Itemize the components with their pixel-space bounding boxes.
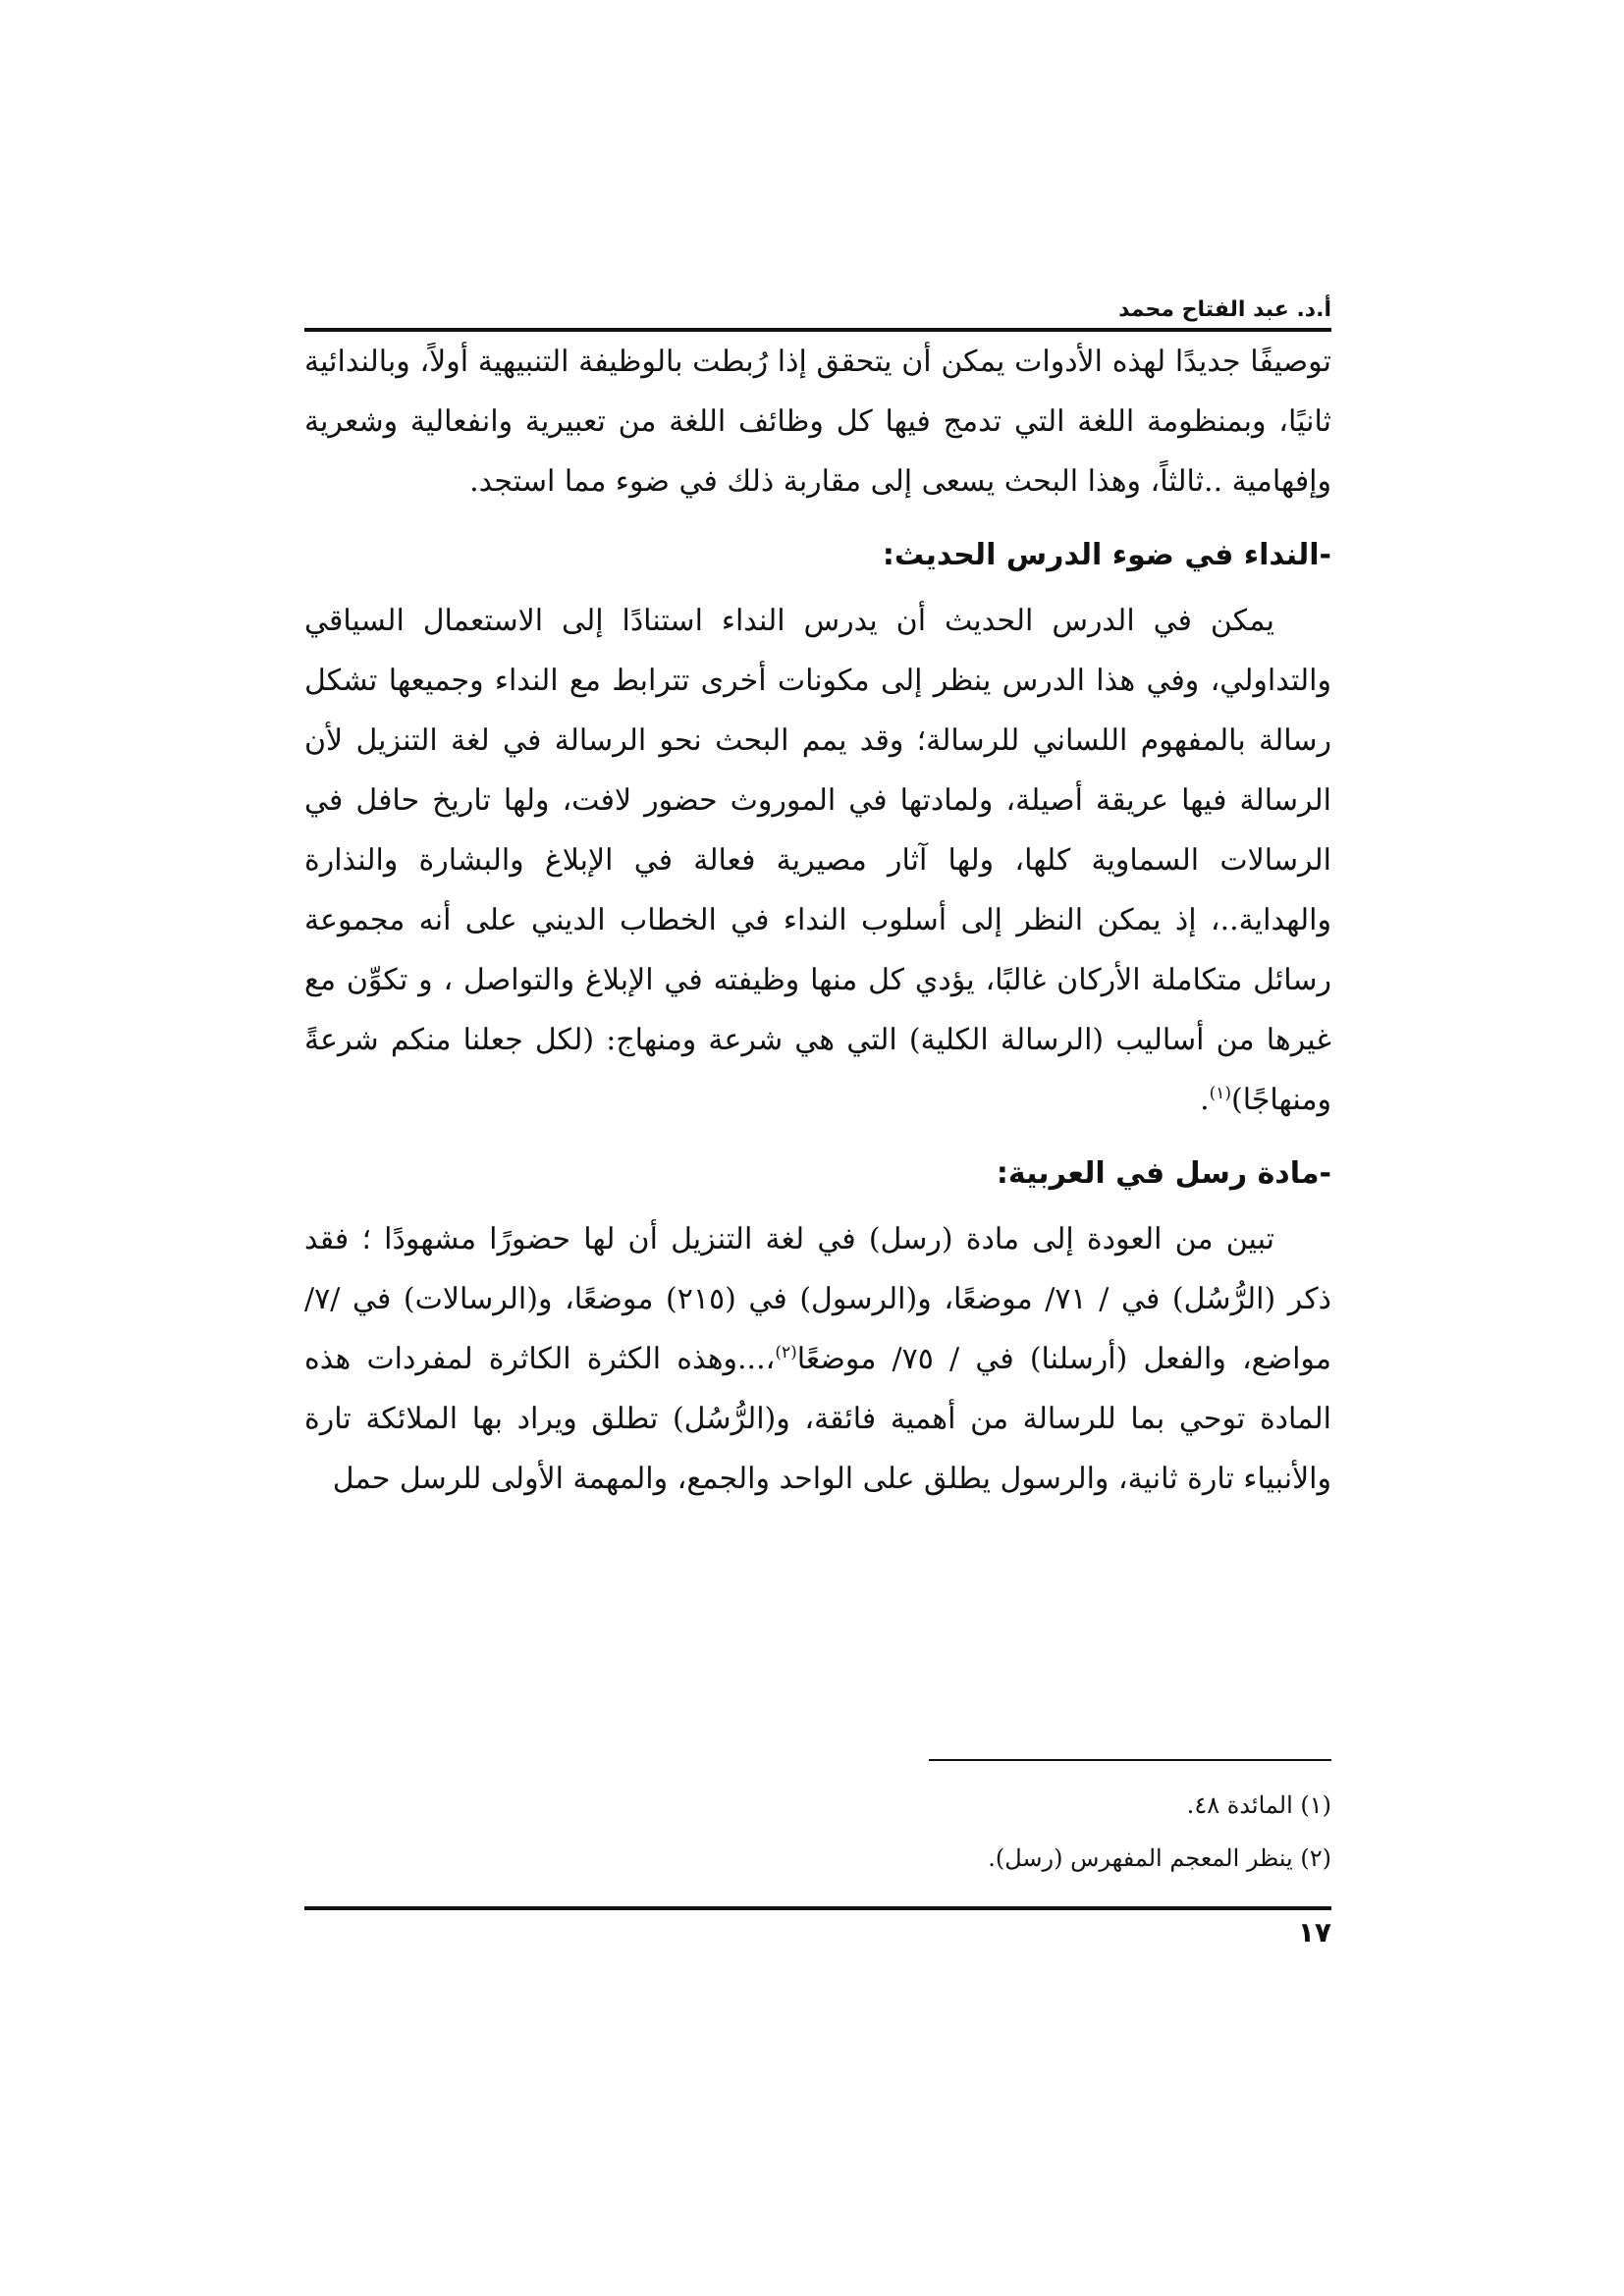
page-footer	[304, 1904, 1331, 1949]
section-heading-nida: -النداء في ضوء الدرس الحديث:	[882, 538, 1331, 572]
paragraph-2-end: .	[1200, 1083, 1210, 1117]
paragraph-3	[304, 1209, 1331, 1509]
footnote-ref-1: (١)	[1209, 1084, 1232, 1103]
paragraph-1: توصيفًا جديدًا لهذه الأدوات يمكن أن يتحقق إذا رُبطت بالوظيفة التنبيهية أولاً، وبالندائية ثانيًا، وبمنظومة اللغة التي تدمج فيها كل وظائف اللغة من تعبيرية وانفعالية وشعرية وإفهامية ..ثالثاً، وهذا البحث يسعى إلى مقاربة ذلك في ضوء مما استجد.	[304, 345, 1331, 499]
page-number: ١٧	[1297, 1916, 1331, 1949]
paragraph-2-text: يمكن في الدرس الحديث أن يدرس النداء استنادًا إلى الاستعمال السياقي والتداولي، وفي هذا الدرس ينظر إلى مكونات أخرى تترابط مع النداء وجميعها تشكل رسالة بالمفهوم اللساني للرسالة؛ وقد يمم البحث نحو الرسالة في لغة التنزيل لأن الرسالة فيها عريقة أصيلة، ولمادتها في الموروث حضور لافت، ولها تاريخ حافل في الرسالات السماوية كلها، ولها آثار مصيرية فعالة في الإبلاغ والبشارة والنذارة والهداية..، إذ يمكن النظر إلى أسلوب النداء في الخطاب الديني على أنه مجموعة رسائل متكاملة الأركان غالبًا، يؤدي كل منها وظيفته في الإبلاغ والتواصل ، و تكوِّن مع غيرها من أساليب (الرسالة الكلية) التي هي شرعة ومنهاج: (لكل جعلنا منكم شرعةً ومنهاجًا)	[304, 604, 1331, 1117]
section-heading-rasala: -مادة رسل في العربية:	[996, 1156, 1331, 1191]
footnote-separator	[929, 1759, 1331, 1761]
running-header-author: أ.د. عبد الفتاح محمد	[1118, 297, 1331, 322]
footnote-ref-2: (٢)	[775, 1343, 797, 1362]
main-text	[304, 332, 1331, 1509]
page-body	[304, 294, 1331, 1509]
paragraph-3-text-a: تبين من العودة إلى مادة (رسل) في لغة التنزيل أن لها حضورًا مشهودًا ؛ فقد ذكر (الرُّسُل) في / ٧١/ موضعًا، و(الرسول) في (٢١٥) موضعًا، و(الرسالات) في /٧/ مواضع، والفعل (أرسلنا) في / ٧٥/ موضعًا	[304, 1222, 1331, 1376]
paragraph-2	[304, 591, 1331, 1130]
footnote-2: (٢) ينظر المعجم المفهرس (رسل).	[988, 1844, 1331, 1872]
footnote-1: (١) المائدة ٤٨.	[1186, 1791, 1331, 1819]
footnotes-list	[304, 1761, 1331, 1885]
paragraph-3-text-b: ،...وهذه الكثرة الكاثرة لمفردات هذه المادة توحي بما للرسالة من أهمية فائقة، و(الرُّسُل) تطلق ويراد بها الملائكة تارة والأنبياء تارة ثانية، والرسول يطلق على الواحد والجمع، والمهمة الأولى للرسل حمل	[304, 1342, 1331, 1496]
footnotes-section	[304, 1759, 1331, 1885]
